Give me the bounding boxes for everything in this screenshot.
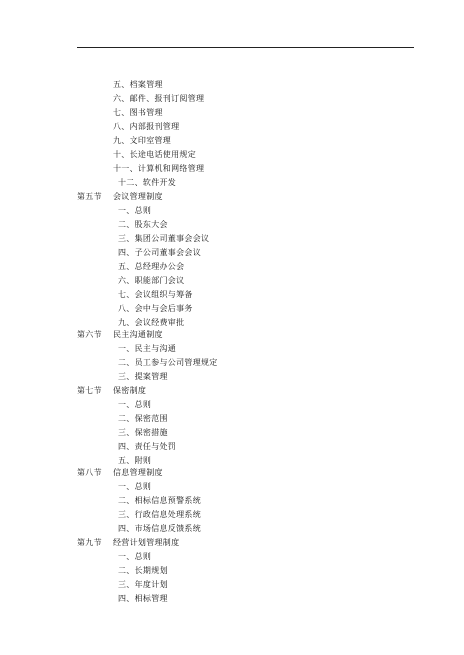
toc-entry: 三、提案管理 <box>118 372 168 381</box>
toc-entry: 三、保密措施 <box>118 428 168 437</box>
toc-entry: 五、总经理办公会 <box>118 262 185 271</box>
section-number: 第七节 <box>77 386 102 395</box>
section-title: 经营计划管理制度 <box>113 538 180 547</box>
toc-entry: 一、总则 <box>118 552 152 561</box>
section-number: 第八节 <box>77 468 102 477</box>
toc-entry: 六、职能部门会议 <box>118 276 185 285</box>
toc-entry: 七、会议组织与筹备 <box>118 290 193 299</box>
section-title: 民主沟通制度 <box>113 330 163 339</box>
toc-entry: 三、集团公司董事会会议 <box>118 234 210 243</box>
section-number: 第六节 <box>77 330 102 339</box>
toc-entry: 二、股东大会 <box>118 220 168 229</box>
toc-entry: 一、总则 <box>118 206 152 215</box>
section-title: 保密制度 <box>113 386 147 395</box>
toc-entry: 一、民主与沟通 <box>118 344 177 353</box>
section-number: 第五节 <box>77 192 102 201</box>
toc-entry: 十二、软件开发 <box>118 178 177 187</box>
toc-entry: 四、市场信息反馈系统 <box>118 524 201 533</box>
toc-entry: 九、文印室管理 <box>113 136 172 145</box>
toc-entry: 二、员工参与公司管理规定 <box>118 358 218 367</box>
toc-entry: 五、附则 <box>118 456 152 465</box>
section-title: 信息管理制度 <box>113 468 163 477</box>
toc-entry: 一、总则 <box>118 400 152 409</box>
toc-entry: 八、内部报刊管理 <box>113 122 180 131</box>
section-number: 第九节 <box>77 538 102 547</box>
toc-entry: 五、档案管理 <box>113 80 163 89</box>
toc-entry: 六、邮件、报刊订阅管理 <box>113 94 205 103</box>
toc-entry: 三、年度计划 <box>118 580 168 589</box>
toc-entry: 二、相标信息预警系统 <box>118 496 201 505</box>
toc-entry: 十、长途电话使用规定 <box>113 150 196 159</box>
section-title: 会议管理制度 <box>113 192 163 201</box>
toc-entry: 四、子公司董事会会议 <box>118 248 201 257</box>
toc-entry: 三、行政信息处理系统 <box>118 510 201 519</box>
toc-entry: 七、图书管理 <box>113 108 163 117</box>
header-rule <box>77 47 414 48</box>
toc-entry: 八、会中与会后事务 <box>118 304 193 313</box>
toc-entry: 一、总则 <box>118 482 152 491</box>
toc-entry: 四、责任与处罚 <box>118 442 177 451</box>
toc-entry: 九、会议经费审批 <box>118 318 185 327</box>
toc-entry: 四、相标管理 <box>118 594 168 603</box>
toc-entry: 十一、计算机和网络管理 <box>113 164 205 173</box>
toc-entry: 二、长期规划 <box>118 566 168 575</box>
toc-entry: 二、保密范围 <box>118 414 168 423</box>
